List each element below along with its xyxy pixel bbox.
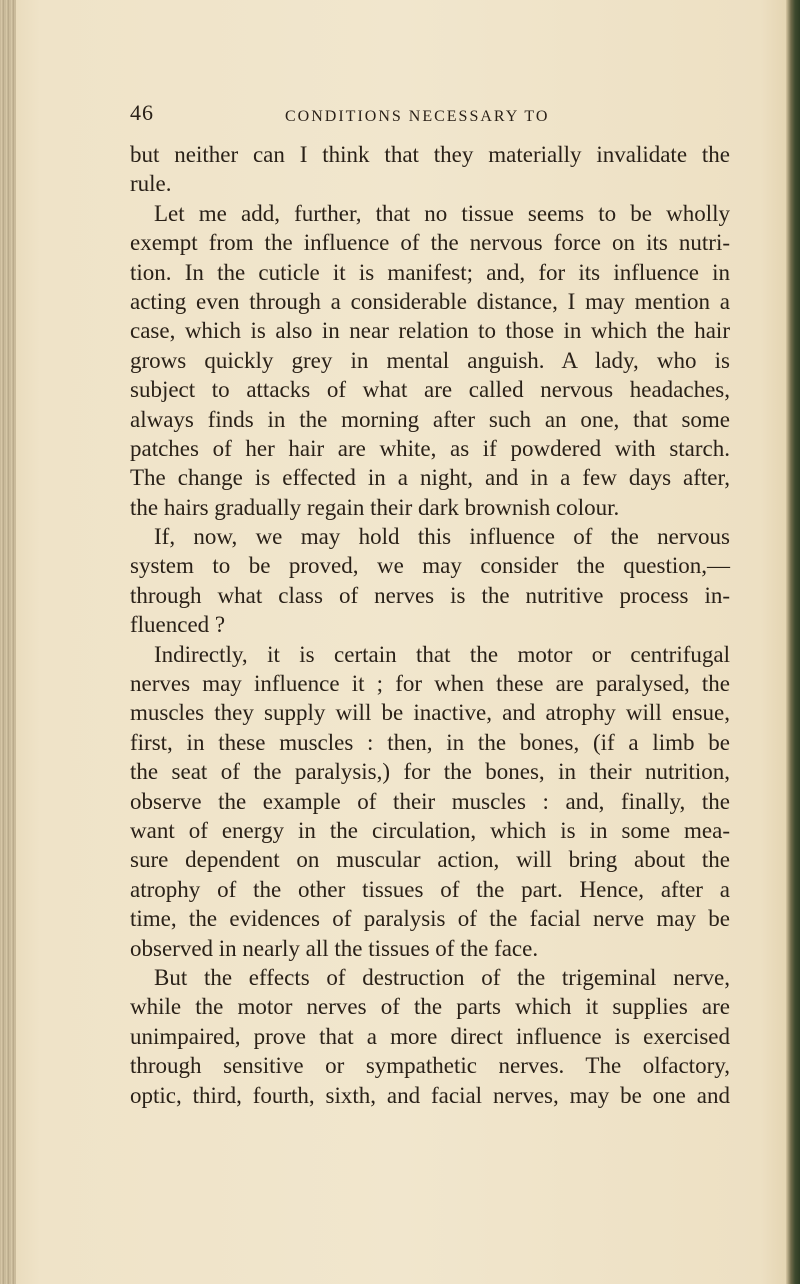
text-line: patches of her hair are white, as if powdered with starch. — [130, 435, 730, 461]
text-line: optic, third, fourth, sixth, and facial nerves, may be one and — [130, 1082, 730, 1108]
text-line: muscles they supply will be inactive, and atrophy will ensue, — [130, 700, 730, 726]
text-line: through sensitive or sympathetic nerves. The olfactory, — [130, 1053, 730, 1079]
text-line: If, now, we may hold this influence of the nervous — [154, 524, 730, 550]
text-line: time, the evidences of paralysis of the facial nerve may be — [130, 906, 730, 932]
text-line: grows quickly grey in mental anguish. A lady, who is — [130, 347, 730, 373]
text-line: rule. — [130, 171, 172, 197]
body-text — [130, 140, 730, 1110]
running-head: CONDITIONS NECESSARY TO — [285, 108, 550, 125]
text-line: always finds in the morning after such an one, that some — [130, 406, 730, 432]
page-number: 46 — [130, 100, 154, 125]
text-line: subject to attacks of what are called nervous headaches, — [130, 377, 730, 403]
book-cover-edge — [786, 0, 800, 1284]
text-line: through what class of nerves is the nutritive process in- — [130, 582, 730, 608]
text-line: sure dependent on muscular action, will bring about the — [130, 847, 730, 873]
text-line: The change is effected in a night, and in a few days after, — [130, 465, 730, 491]
text-line: observed in nearly all the tissues of the face. — [130, 935, 539, 961]
text-line: exempt from the influence of the nervous force on its nutri- — [130, 230, 730, 256]
text-line: while the motor nerves of the parts which it supplies are — [130, 994, 730, 1020]
text-line: case, which is also in near relation to those in which the hair — [130, 318, 730, 344]
page-header — [130, 100, 730, 132]
text-line: the seat of the paralysis,) for the bones, in their nutrition, — [130, 759, 730, 785]
text-line: unimpaired, prove that a more direct influence is exercised — [130, 1023, 730, 1049]
text-line: want of energy in the circulation, which is in some mea- — [130, 817, 730, 843]
text-line: fluenced ? — [130, 612, 226, 638]
text-line: Let me add, further, that no tissue seems to be wholly — [154, 200, 730, 226]
text-line: atrophy of the other tissues of the part. Hence, after a — [130, 876, 730, 902]
page-gutter-edge — [0, 0, 16, 1284]
text-line: observe the example of their muscles : and, finally, the — [130, 788, 730, 814]
text-line: acting even through a considerable distance, I may mention a — [130, 288, 730, 314]
text-line: first, in these muscles : then, in the bones, (if a limb be — [130, 729, 730, 755]
text-line: tion. In the cuticle it is manifest; and, for its influence in — [130, 259, 730, 285]
text-line: but neither can I think that they materially invalidate the — [130, 142, 730, 167]
text-line: system to be proved, we may consider the question,— — [130, 553, 730, 579]
text-line: the hairs gradually regain their dark brownish colour. — [130, 494, 620, 520]
text-line: Indirectly, it is certain that the motor or centrifugal — [154, 641, 730, 667]
text-line: But the effects of destruction of the trigeminal nerve, — [154, 964, 730, 990]
text-line: nerves may influence it ; for when these are paralysed, the — [130, 671, 730, 697]
